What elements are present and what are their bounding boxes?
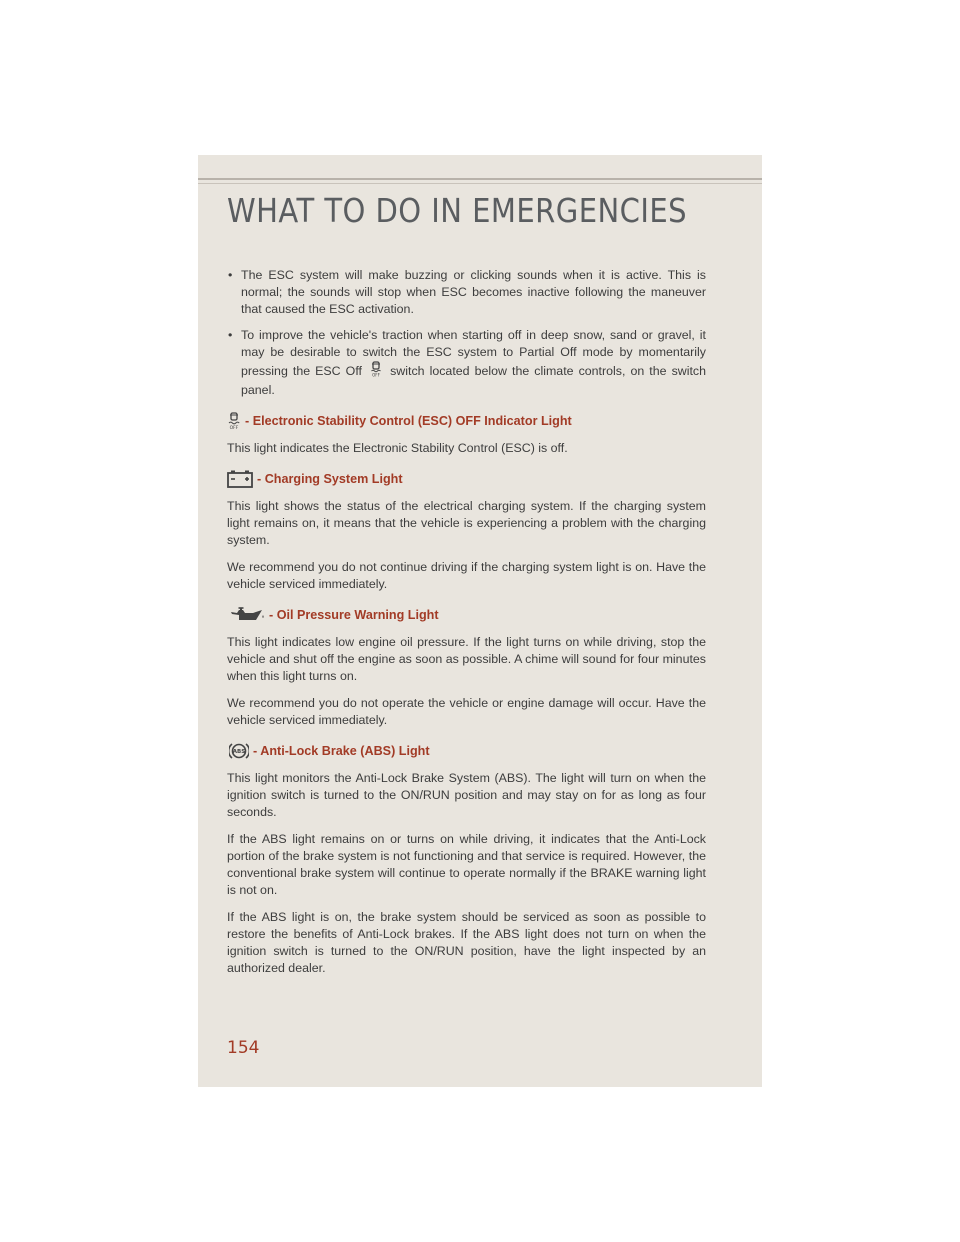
bullet-text: The ESC system will make buzzing or clicking sounds when it is active. This is normal; the sounds will stop when ESC becomes inactive following the maneuver that caused the ESC activation. xyxy=(241,268,706,316)
manual-page xyxy=(198,155,762,1087)
esc-off-icon xyxy=(227,412,241,430)
bullet-text-after: switch located below the climate controls, on the switch panel. xyxy=(241,363,706,397)
section-title: - Anti-Lock Brake (ABS) Light xyxy=(253,743,430,758)
header-rule xyxy=(198,178,762,180)
page-number: 154 xyxy=(227,1038,260,1058)
bullet-dot: • xyxy=(228,328,233,342)
paragraph: We recommend you do not continue driving if the charging system light is on. Have the vehicle serviced immediately. xyxy=(227,560,706,591)
paragraph: This light indicates the Electronic Stability Control (ESC) is off. xyxy=(227,441,568,455)
bullet-dot: • xyxy=(228,268,233,282)
abs-icon xyxy=(229,742,249,760)
paragraph: This light indicates low engine oil pressure. If the light turns on while driving, stop the vehicle and shut off the engine as soon as possible. A chime will sound for four minutes when this light turns on. xyxy=(227,635,706,683)
section-title: - Charging System Light xyxy=(257,471,403,486)
esc-off-icon xyxy=(370,361,382,382)
section-heading-esc-off xyxy=(227,411,706,431)
section-title: - Electronic Stability Control (ESC) OFF Indicator Light xyxy=(245,413,572,428)
section-heading-abs xyxy=(227,741,706,761)
paragraph: This light monitors the Anti-Lock Brake System (ABS). The light will turn on when the ignition switch is turned to the ON/RUN position and may stay on for as long as four seconds. xyxy=(227,771,706,819)
bullet-item-esc-sounds xyxy=(227,267,706,318)
paragraph: If the ABS light remains on or turns on while driving, it indicates that the Anti-Lock portion of the brake system is not functioning and that service is required. However, the conventional brake system will continue to operate normally if the BRAKE warning light is not on. xyxy=(227,832,706,897)
paragraph: We recommend you do not operate the vehicle or engine damage will occur. Have the vehicle serviced immediately. xyxy=(227,696,706,727)
header-rule-thin xyxy=(198,183,762,184)
oil-can-icon xyxy=(229,607,265,623)
bullet-item-traction xyxy=(227,327,706,399)
battery-icon xyxy=(227,470,253,488)
paragraph: If the ABS light is on, the brake system should be serviced as soon as possible to restore the benefits of Anti-Lock brakes. If the ABS light does not turn on when the ignition switch is turned to the ON/RUN position, have the light inspected by an authorized dealer. xyxy=(227,910,706,975)
section-heading-oil xyxy=(227,605,706,625)
paragraph: This light shows the status of the electrical charging system. If the charging system light remains on, it means that the vehicle is experiencing a problem with the charging system. xyxy=(227,499,706,547)
bullet-text-before: To improve the vehicle's traction when starting off in deep snow, sand or gravel, it may be desirable to switch the ESC system to Partial Off mode by momentarily pressing the ESC Off xyxy=(241,328,706,378)
svg-text:OFF: OFF xyxy=(372,372,380,377)
page-content xyxy=(227,267,706,987)
section-heading-charging xyxy=(227,469,706,489)
svg-text:OFF: OFF xyxy=(229,426,239,430)
chapter-title: WHAT TO DO IN EMERGENCIES xyxy=(227,191,688,230)
section-title: - Oil Pressure Warning Light xyxy=(269,607,439,622)
abs-icon-text: ABS xyxy=(232,749,246,756)
